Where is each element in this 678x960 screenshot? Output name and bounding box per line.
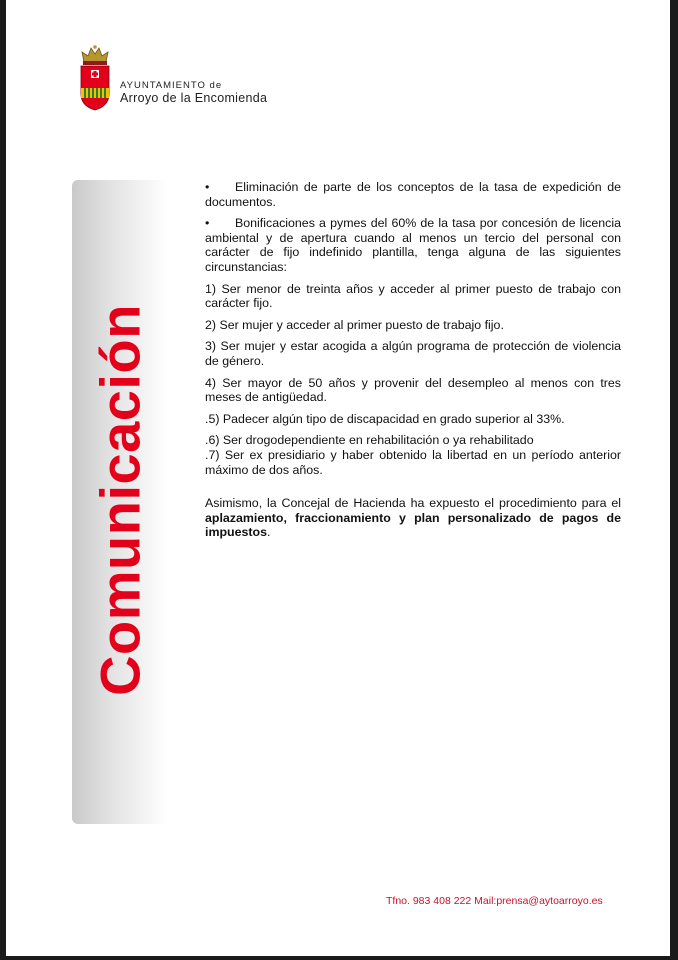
bullet-item: • Eliminación de parte de los conceptos de la tasa de expedición de documentos. [205,180,621,209]
closing-emphasis: aplazamiento, fraccionamiento y plan personalizado de pagos de impuestos [205,510,621,540]
bullet-dot-icon: • [205,216,210,231]
condition-item: 2) Ser mujer y acceder al primer puesto de trabajo fijo. [205,317,504,332]
coat-of-arms-icon [78,44,112,112]
condition-item: 1) Ser menor de treinta años y acceder al primer puesto de trabajo con carácter fijo. [205,281,621,311]
condition-item: .6) Ser drogodependiente en rehabilitación o ya rehabilitado [205,433,534,448]
document-body [205,180,621,547]
condition-item: 4) Ser mayor de 50 años y provenir del desempleo al menos con tres meses de antigüedad. [205,375,621,405]
bullet-item: • Bonificaciones a pymes del 60% de la tasa por concesión de licencia ambiental y de apertura cuando al menos un tercio del personal con carácter de fijo indefinido plantilla, tenga alguna de las siguientes circunstancias: [205,216,621,274]
condition-item: .7) Ser ex presidiario y haber obtenido la libertad en un período anterior máximo de dos años. [205,447,621,477]
section-label: Comunicación [88,304,152,696]
document-page [6,0,670,956]
closing-paragraph: Asimismo, la Concejal de Hacienda ha expuesto el procedimiento para el aplazamiento, fraccionamiento y plan personalizado de pagos de impuestos. [205,496,621,540]
condition-item: .5) Padecer algún tipo de discapacidad en grado superior al 33%. [205,411,565,426]
contact-footer: Tfno. 983 408 222 Mail:prensa@aytoarroyo.es [386,895,603,907]
org-name-line2: Arroyo de la Encomienda [120,91,268,105]
condition-item: 3) Ser mujer y estar acogida a algún programa de protección de violencia de género. [205,339,621,368]
org-name-line1: AYUNTAMIENTO de [120,80,223,91]
bullet-dot-icon: • [205,180,210,194]
